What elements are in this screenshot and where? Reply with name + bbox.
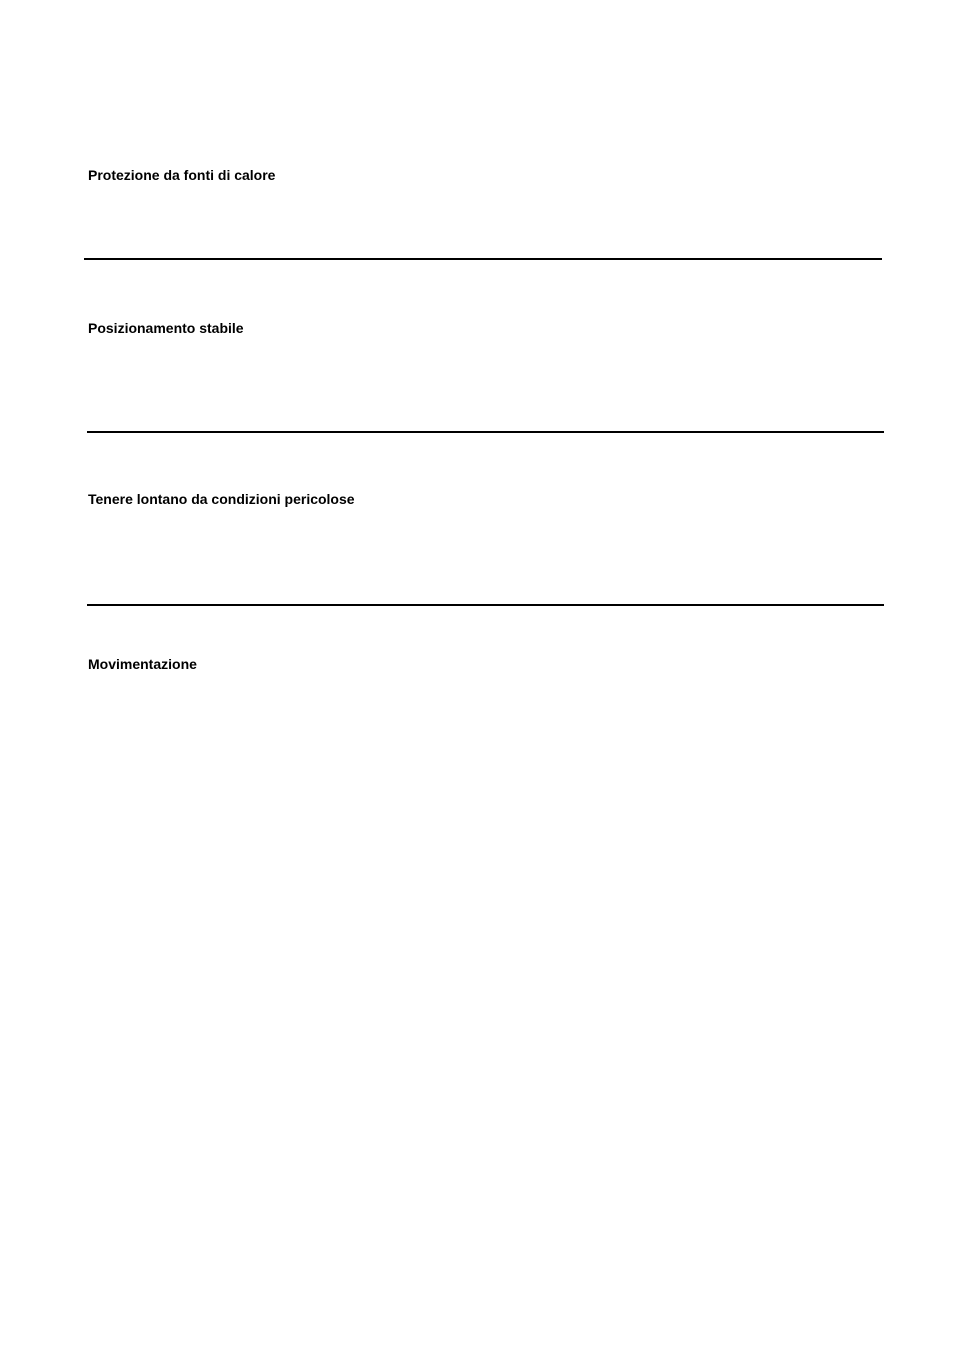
section-heading-handling: Movimentazione — [88, 656, 197, 672]
section-heading-dangerous-conditions: Tenere lontano da condizioni pericolose — [88, 491, 355, 507]
section-heading-heat-protection: Protezione da fonti di calore — [88, 167, 276, 183]
section-divider — [87, 431, 884, 433]
section-divider — [84, 258, 882, 260]
section-divider — [87, 604, 884, 606]
section-heading-stable-positioning: Posizionamento stabile — [88, 320, 244, 336]
